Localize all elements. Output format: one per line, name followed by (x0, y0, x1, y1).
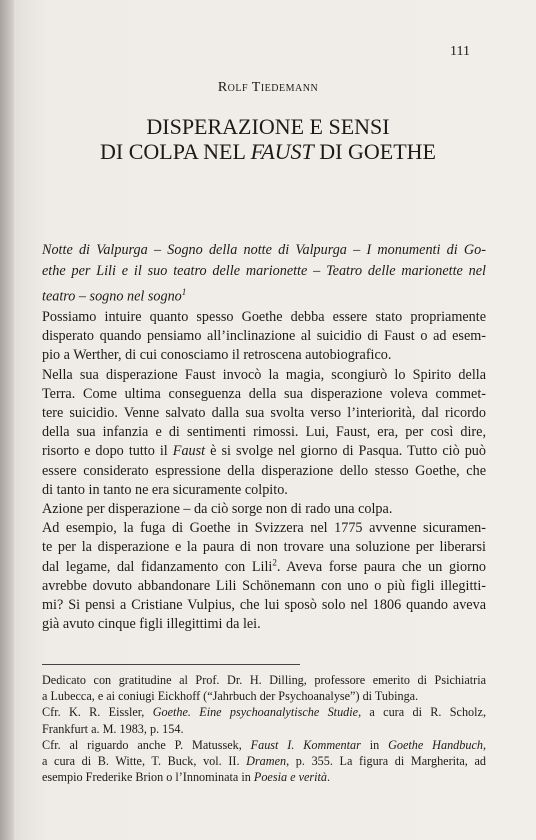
epigraph-line: ethe per Lili e il suo teatro delle marionette – Teatro delle marionette nel (42, 263, 486, 279)
paragraph-2-line: di tanto in tanto ne era sicuramente colpito. (42, 481, 288, 498)
faust-italic: Faust (172, 443, 206, 460)
footnote-3-line: a cura di B. Witte, T. Buck, vol. II. Dramen, p. 355. La figura di Margherita, ad (42, 754, 486, 769)
title-line-1: DISPERAZIONE E SENSI (146, 114, 390, 139)
paragraph-4-line: dal legame, dal fidanzamento con Lili$^2$. Aveva forse paura che un giorno (42, 556, 487, 575)
title-faust-italic: FAUST (250, 139, 314, 164)
paragraph-2-line: della sua infanzia e di sentimenti rimossi. Lui, Faust, era, per così dire, (42, 424, 486, 441)
footnote-2-line: Cfr. K. R. Eissler, Goethe. Eine psychoanalytische Studie, a cura di R. Scholz, (42, 705, 486, 720)
paragraph-4-line: già avuto cinque figli illegittimi da lei. (42, 616, 261, 633)
footnote-1-line: Dedicato con gratitudine al Prof. Dr. H. Dilling, professore emerito di Psichiatria (42, 673, 486, 687)
footnote-mark: 2 (272, 556, 277, 567)
footnote-mark: 1 (181, 287, 187, 297)
paragraph-4-line: avrebbe dovuto abbandonare Lili Schönemann con uno o più figli illegitti- (42, 577, 486, 594)
paragraph-1-line: pio a Werther, di cui conosciamo il retroscena autobiografico. (42, 347, 392, 364)
epigraph-line: Notte di Valpurga – Sogno della notte di Valpurga – I monumenti di Go- (42, 242, 486, 258)
paragraph-1-line: Possiamo intuire quanto spesso Goethe debba essere stato propriamente (42, 309, 486, 325)
paragraph-2-line: tere suicidio. Venne salvato dalla sua svolta verso l’interiorità, dal ricordo (42, 405, 486, 422)
epigraph-line: teatro – sogno nel sogno$^1$ (42, 287, 187, 305)
footnote-3-line: esempio Frederike Brion o l’Innominata in Poesia e verità. (42, 770, 331, 785)
paragraph-4-line: mi? Si pensi a Cristiane Vulpius, che lui sposò solo nel 1806 quando aveva (42, 597, 486, 614)
chapter-title (0, 114, 536, 164)
epigraph (42, 240, 486, 308)
footnote-2-line: Frankfurt a. M. 1983, p. 154. (42, 721, 184, 736)
title-line-2: DI COLPA NEL FAUST DI GOETHE (100, 139, 436, 164)
paragraph-2-line: risorto e dopo tutto il Faust è si svolge nel giorno di Pasqua. Tutto ciò può (42, 443, 486, 460)
footnote-1-line: a Lubecca, e ai coniugi Eickhoff (“Jahrbuch der Psychoanalyse”) di Tubinga. (42, 689, 419, 704)
paragraph-4-line: te per la disperazione e la paura di non trovare una soluzione per liberarsi (42, 539, 486, 556)
paragraph-2-line: essere considerato espressione della disperazione dello stesso Goethe, che (42, 462, 486, 479)
paragraph-2-line: Terra. Come ultima conseguenza della sua disperazione voleva commet- (42, 385, 486, 402)
author-name: Rolf Tiedemann (217, 80, 319, 95)
paragraph-4-line: Ad esempio, la fuga di Goethe in Svizzera nel 1775 avvenne sicuramen- (42, 520, 486, 537)
footnotes (42, 672, 486, 785)
paragraph-1-line: disperato quando pensiamo all’inclinazione al suicidio di Faust o ad esem- (42, 328, 486, 345)
footnote-rule (42, 664, 300, 665)
paragraph-2-line: Nella sua disperazione Faust invocò la magia, scongiurò lo Spirito della (42, 366, 486, 383)
body-text (42, 308, 486, 634)
footnote-3-line: Cfr. al riguardo anche P. Matussek, Faust I. Kommentar in Goethe Handbuch, (42, 737, 486, 752)
paragraph-3-line: Azione per disperazione – da ciò sorge non di rado una colpa. (42, 501, 393, 518)
page-number: 111 (450, 44, 470, 59)
